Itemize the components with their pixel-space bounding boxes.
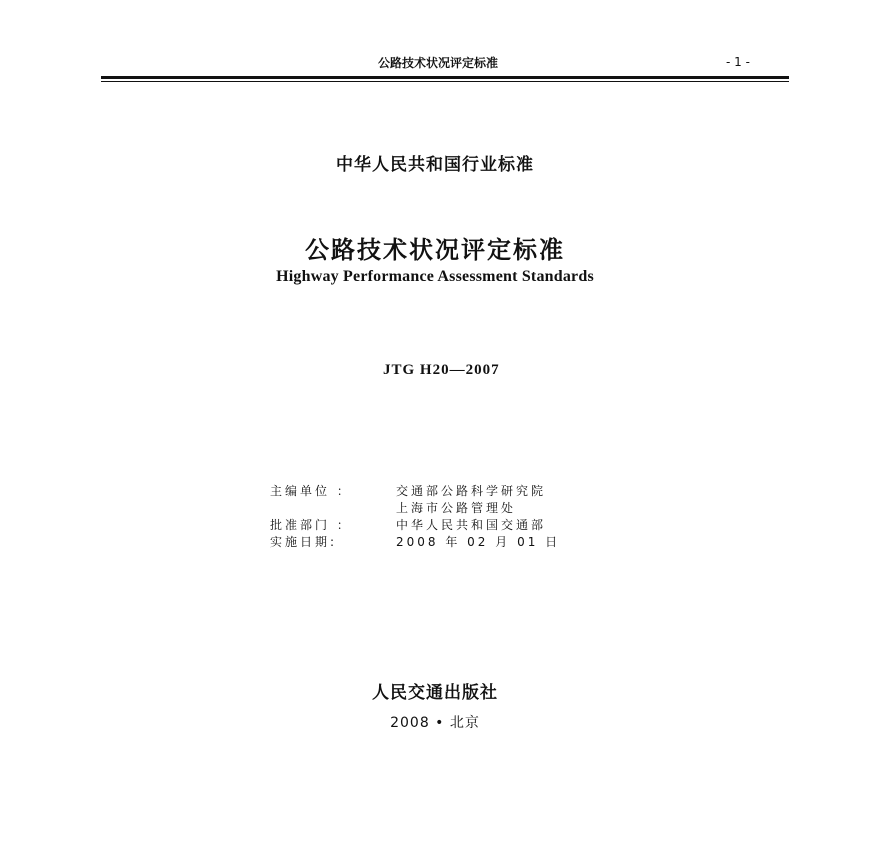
header-rule-thick	[101, 76, 789, 79]
standard-code: JTG H20—2007	[383, 362, 500, 378]
page-number: - 1 -	[726, 55, 750, 69]
approval-label: 批准部门 ：	[270, 518, 352, 532]
editor-value-2: 上海市公路管理处	[396, 501, 517, 515]
running-header-title: 公路技术状况评定标准	[378, 56, 499, 70]
industry-standard-label: 中华人民共和国行业标准	[336, 155, 534, 175]
effective-date-value: 2008 年 02 月 01 日	[396, 535, 561, 549]
publisher-name: 人民交通出版社	[372, 683, 498, 703]
document-title-cn: 公路技术状况评定标准	[305, 236, 565, 264]
document-title-en: Highway Performance Assessment Standards	[276, 268, 594, 285]
editor-value-1: 交通部公路科学研究院	[396, 484, 547, 498]
approval-value: 中华人民共和国交通部	[396, 518, 547, 532]
effective-date-label: 实施日期:	[270, 535, 338, 549]
editor-label: 主编单位 ：	[270, 484, 352, 498]
publication-date-place: 2008 • 北京	[390, 715, 480, 731]
header-rule-thin	[101, 81, 789, 82]
